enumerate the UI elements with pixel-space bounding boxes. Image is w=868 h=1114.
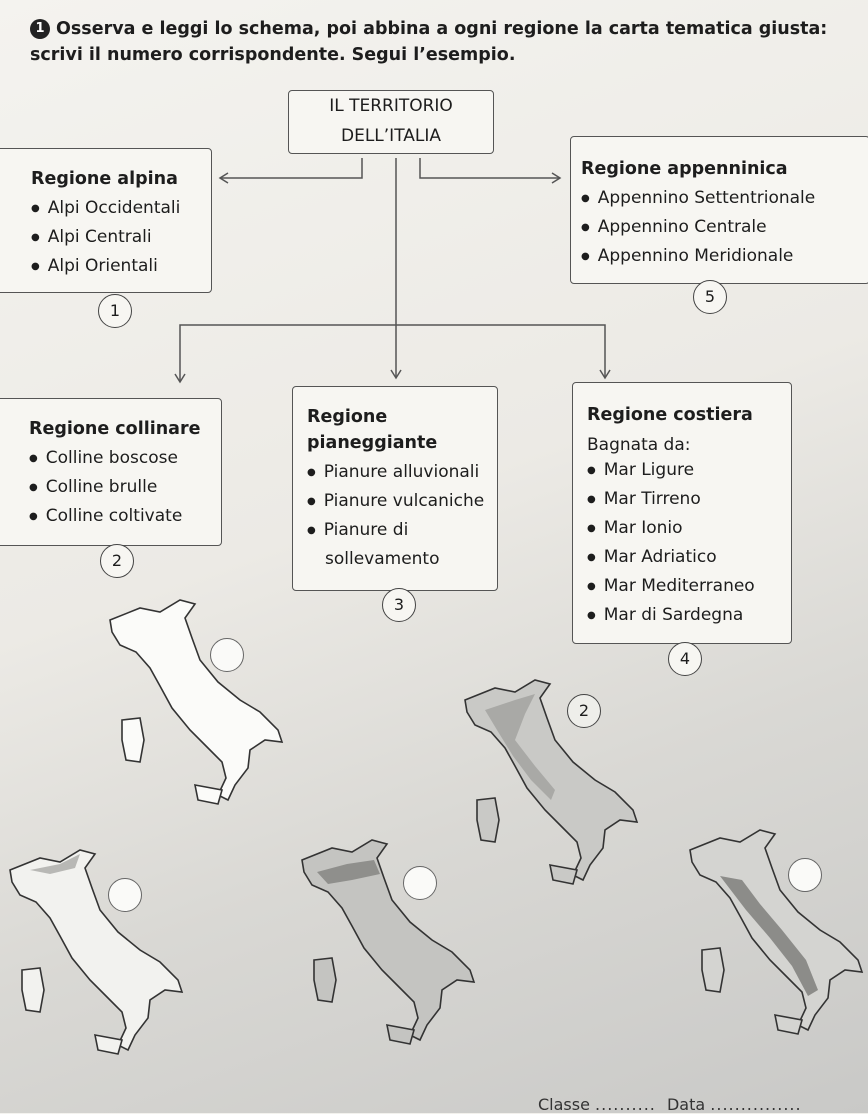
list-item: ● Mar Ionio [587, 515, 791, 544]
footer [538, 1095, 802, 1114]
italy-map-coast [0, 840, 200, 1070]
footer-data-label: Data [666, 1095, 706, 1114]
root-title-line1: IL TERRITORIO [329, 96, 453, 116]
pianeggiante-list [307, 459, 497, 546]
footer-classe-label: Classe [538, 1095, 590, 1114]
pianeggiante-title-line1: Regione [307, 407, 388, 427]
appenninica-badge: 5 [693, 280, 727, 314]
exercise-instruction [30, 16, 850, 68]
data-blank[interactable]: ............... [710, 1095, 802, 1114]
answer-circle[interactable] [403, 866, 437, 900]
italy-map-coastline [100, 590, 300, 820]
appenninica-title: Regione appenninica [581, 159, 788, 179]
collinare-box [0, 398, 222, 546]
pianeggiante-title-line2: pianeggiante [307, 433, 438, 453]
appenninica-box [570, 136, 868, 284]
costiera-title: Regione costiera [587, 405, 753, 425]
alpina-list [31, 195, 211, 282]
italy-map-apennines [680, 820, 868, 1050]
root-box [288, 90, 494, 154]
alpina-title: Regione alpina [31, 169, 178, 189]
list-item: ● Alpi Occidentali [31, 195, 211, 224]
list-item: ● Appennino Meridionale [581, 243, 868, 272]
root-title-line2: DELL’ITALIA [341, 126, 441, 146]
list-item: ● Mar di Sardegna [587, 602, 791, 631]
answer-circle[interactable] [788, 858, 822, 892]
list-item: ● Alpi Centrali [31, 224, 211, 253]
costiera-box [572, 382, 792, 644]
costiera-list [587, 457, 791, 631]
list-item: ● Appennino Centrale [581, 214, 868, 243]
list-item: ● Pianure vulcaniche [307, 488, 497, 517]
pianeggiante-badge: 3 [382, 588, 416, 622]
costiera-badge: 4 [668, 642, 702, 676]
list-item: ● Colline coltivate [29, 503, 221, 532]
answer-circle[interactable] [210, 638, 244, 672]
list-item: ● Mar Ligure [587, 457, 791, 486]
costiera-subtitle: Bagnata da: [587, 435, 691, 455]
list-item: ● Appennino Settentrionale [581, 185, 868, 214]
answer-circle[interactable] [108, 878, 142, 912]
example-answer-badge: 2 [567, 694, 601, 728]
list-item: ● Colline brulle [29, 474, 221, 503]
instruction-text: Osserva e leggi lo schema, poi abbina a ogni regione la carta tematica giusta: scrivi il numero corrispondente. Segui l’esempio. [30, 19, 828, 65]
pianeggiante-continuation: sollevamento [325, 549, 440, 569]
exercise-number: 1 [30, 19, 50, 39]
collinare-title: Regione collinare [29, 419, 201, 439]
appenninica-list [581, 185, 868, 272]
pianeggiante-box [292, 386, 498, 591]
list-item: ● Pianure alluvionali [307, 459, 497, 488]
list-item: ● Mar Mediterraneo [587, 573, 791, 602]
list-item: ● Mar Tirreno [587, 486, 791, 515]
italy-map-plains [292, 830, 492, 1060]
list-item: ● Pianure di [307, 517, 497, 546]
alpina-box [0, 148, 212, 293]
list-item: ● Mar Adriatico [587, 544, 791, 573]
collinare-list [29, 445, 221, 532]
alpina-badge: 1 [98, 294, 132, 328]
list-item: ● Colline boscose [29, 445, 221, 474]
list-item: ● Alpi Orientali [31, 253, 211, 282]
collinare-badge: 2 [100, 544, 134, 578]
classe-blank[interactable]: .......... [595, 1095, 656, 1114]
